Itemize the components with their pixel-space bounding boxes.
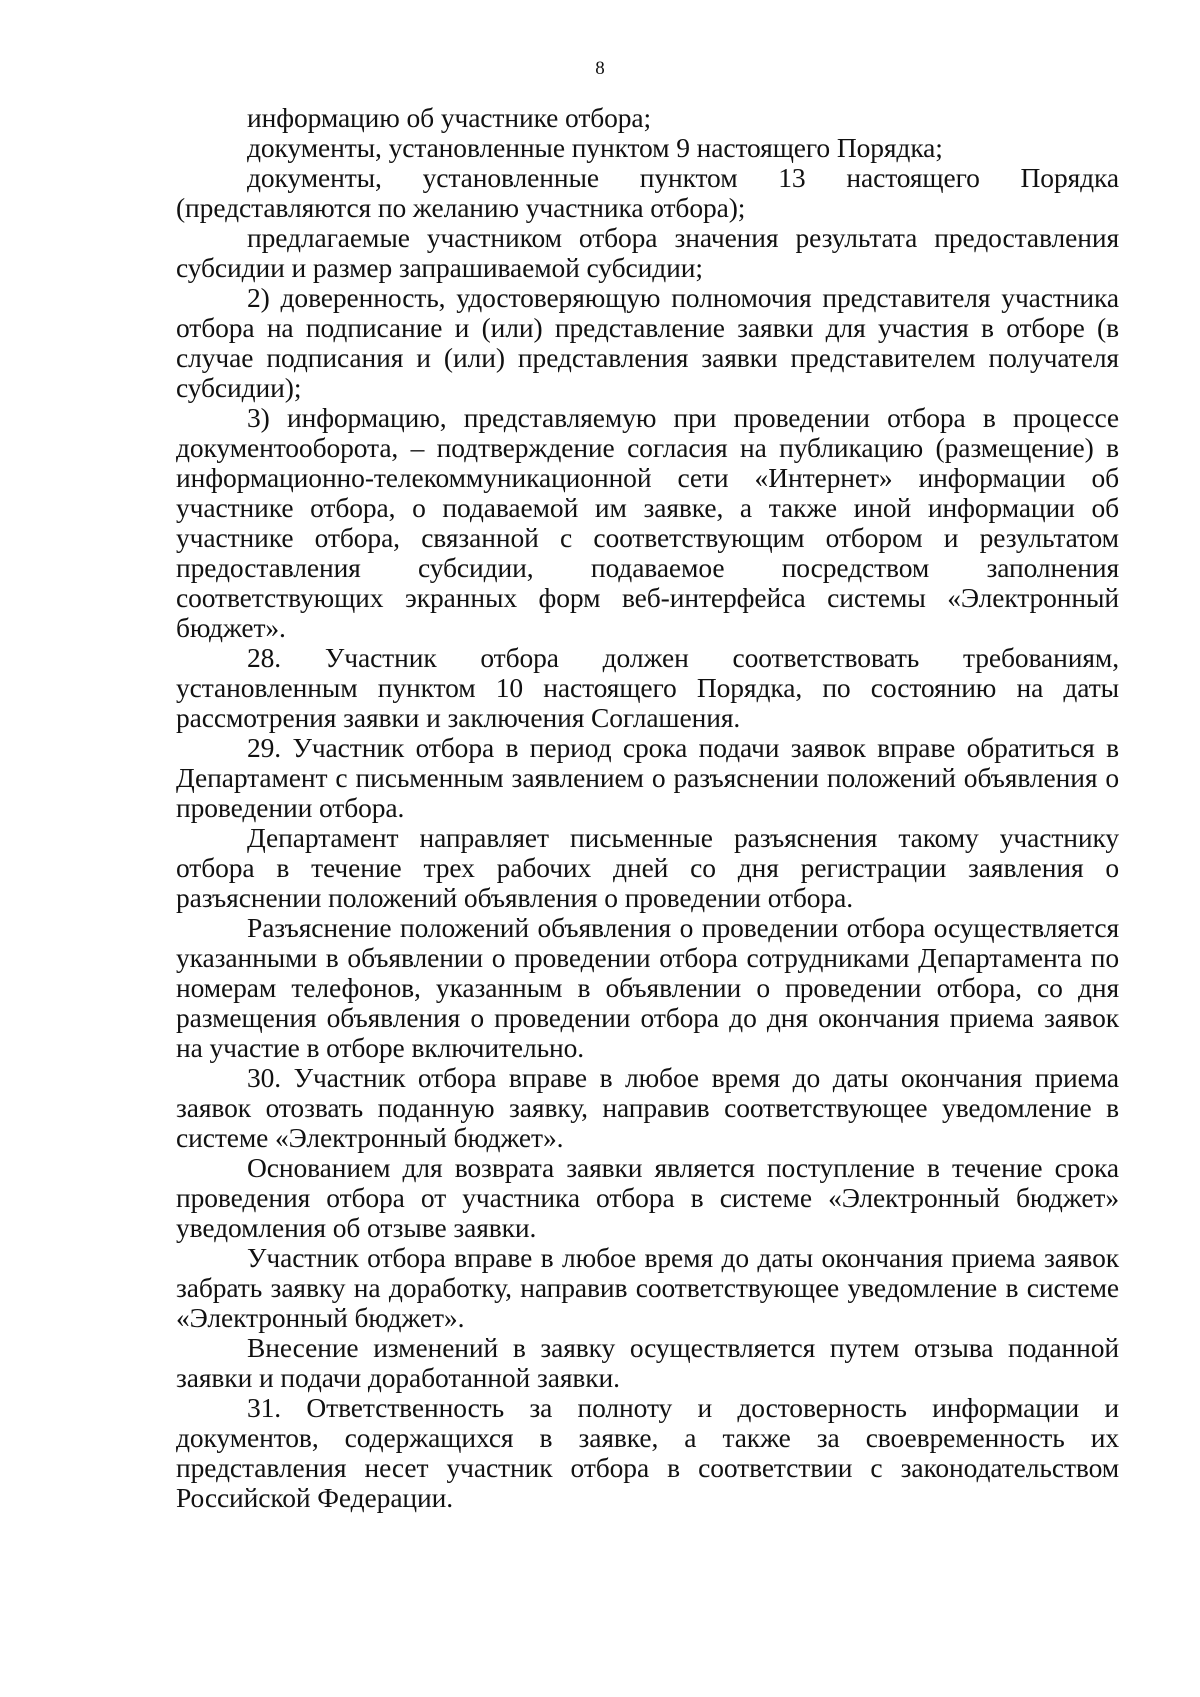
paragraph: 2) доверенность, удостоверяющую полномочия представителя участника отбора на подписание и (или) представление заявки для участия в отборе (в случае подписания и (или) представления заявки представителем получателя субсидии); [176,282,1119,403]
paragraph: Внесение изменений в заявку осуществляется путем отзыва поданной заявки и подачи доработанной заявки. [176,1332,1119,1393]
paragraph: Участник отбора вправе в любое время до даты окончания приема заявок забрать заявку на доработку, направив соответствующее уведомление в системе «Электронный бюджет». [176,1242,1119,1333]
paragraph: 31. Ответственность за полноту и достоверность информации и документов, содержащихся в заявке, а также за своевременность их представления несет участник отбора в соответствии с законодательством Российской Федерации. [176,1392,1119,1513]
paragraph: документы, установленные пунктом 13 настоящего Порядка (представляются по желанию участника отбора); [176,162,1119,223]
paragraph: Департамент направляет письменные разъяснения такому участнику отбора в течение трех рабочих дней со дня регистрации заявления о разъяснении положений объявления о проведении отбора. [176,822,1119,913]
paragraph: 30. Участник отбора вправе в любое время до даты окончания приема заявок отозвать поданную заявку, направив соответствующее уведомление в системе «Электронный бюджет». [176,1062,1119,1153]
paragraph: 3) информацию, представляемую при проведении отбора в процессе документооборота, – подтверждение согласия на публикацию (размещение) в информационно-телекоммуникационной сети «Интернет» информации об участнике отбора, о подаваемой им заявке, а также иной информации об участнике отбора, связанной с соответствующим отбором и результатом предоставления субсидии, подаваемое посредством заполнения соответствующих экранных форм веб-интерфейса системы «Электронный бюджет». [176,402,1119,643]
paragraph: предлагаемые участником отбора значения результата предоставления субсидии и размер запрашиваемой субсидии; [176,222,1119,283]
document-body [176,103,1119,1513]
paragraph: 28. Участник отбора должен соответствовать требованиям, установленным пунктом 10 настоящего Порядка, по состоянию на даты рассмотрения заявки и заключения Соглашения. [176,642,1119,733]
paragraph: 29. Участник отбора в период срока подачи заявок вправе обратиться в Департамент с письменным заявлением о разъяснении положений объявления о проведении отбора. [176,732,1119,823]
paragraph: информацию об участнике отбора; [247,102,652,133]
paragraph: Разъяснение положений объявления о проведении отбора осуществляется указанными в объявлении о проведении отбора сотрудниками Департамента по номерам телефонов, указанным в объявлении о проведении отбора, со дня размещения объявления о проведении отбора до дня окончания приема заявок на участие в отборе включительно. [176,912,1119,1063]
page-number: 8 [595,58,605,79]
paragraph: Основанием для возврата заявки является поступление в течение срока проведения отбора от участника отбора в системе «Электронный бюджет» уведомления об отзыве заявки. [176,1152,1119,1243]
paragraph: документы, установленные пунктом 9 настоящего Порядка; [247,132,943,163]
